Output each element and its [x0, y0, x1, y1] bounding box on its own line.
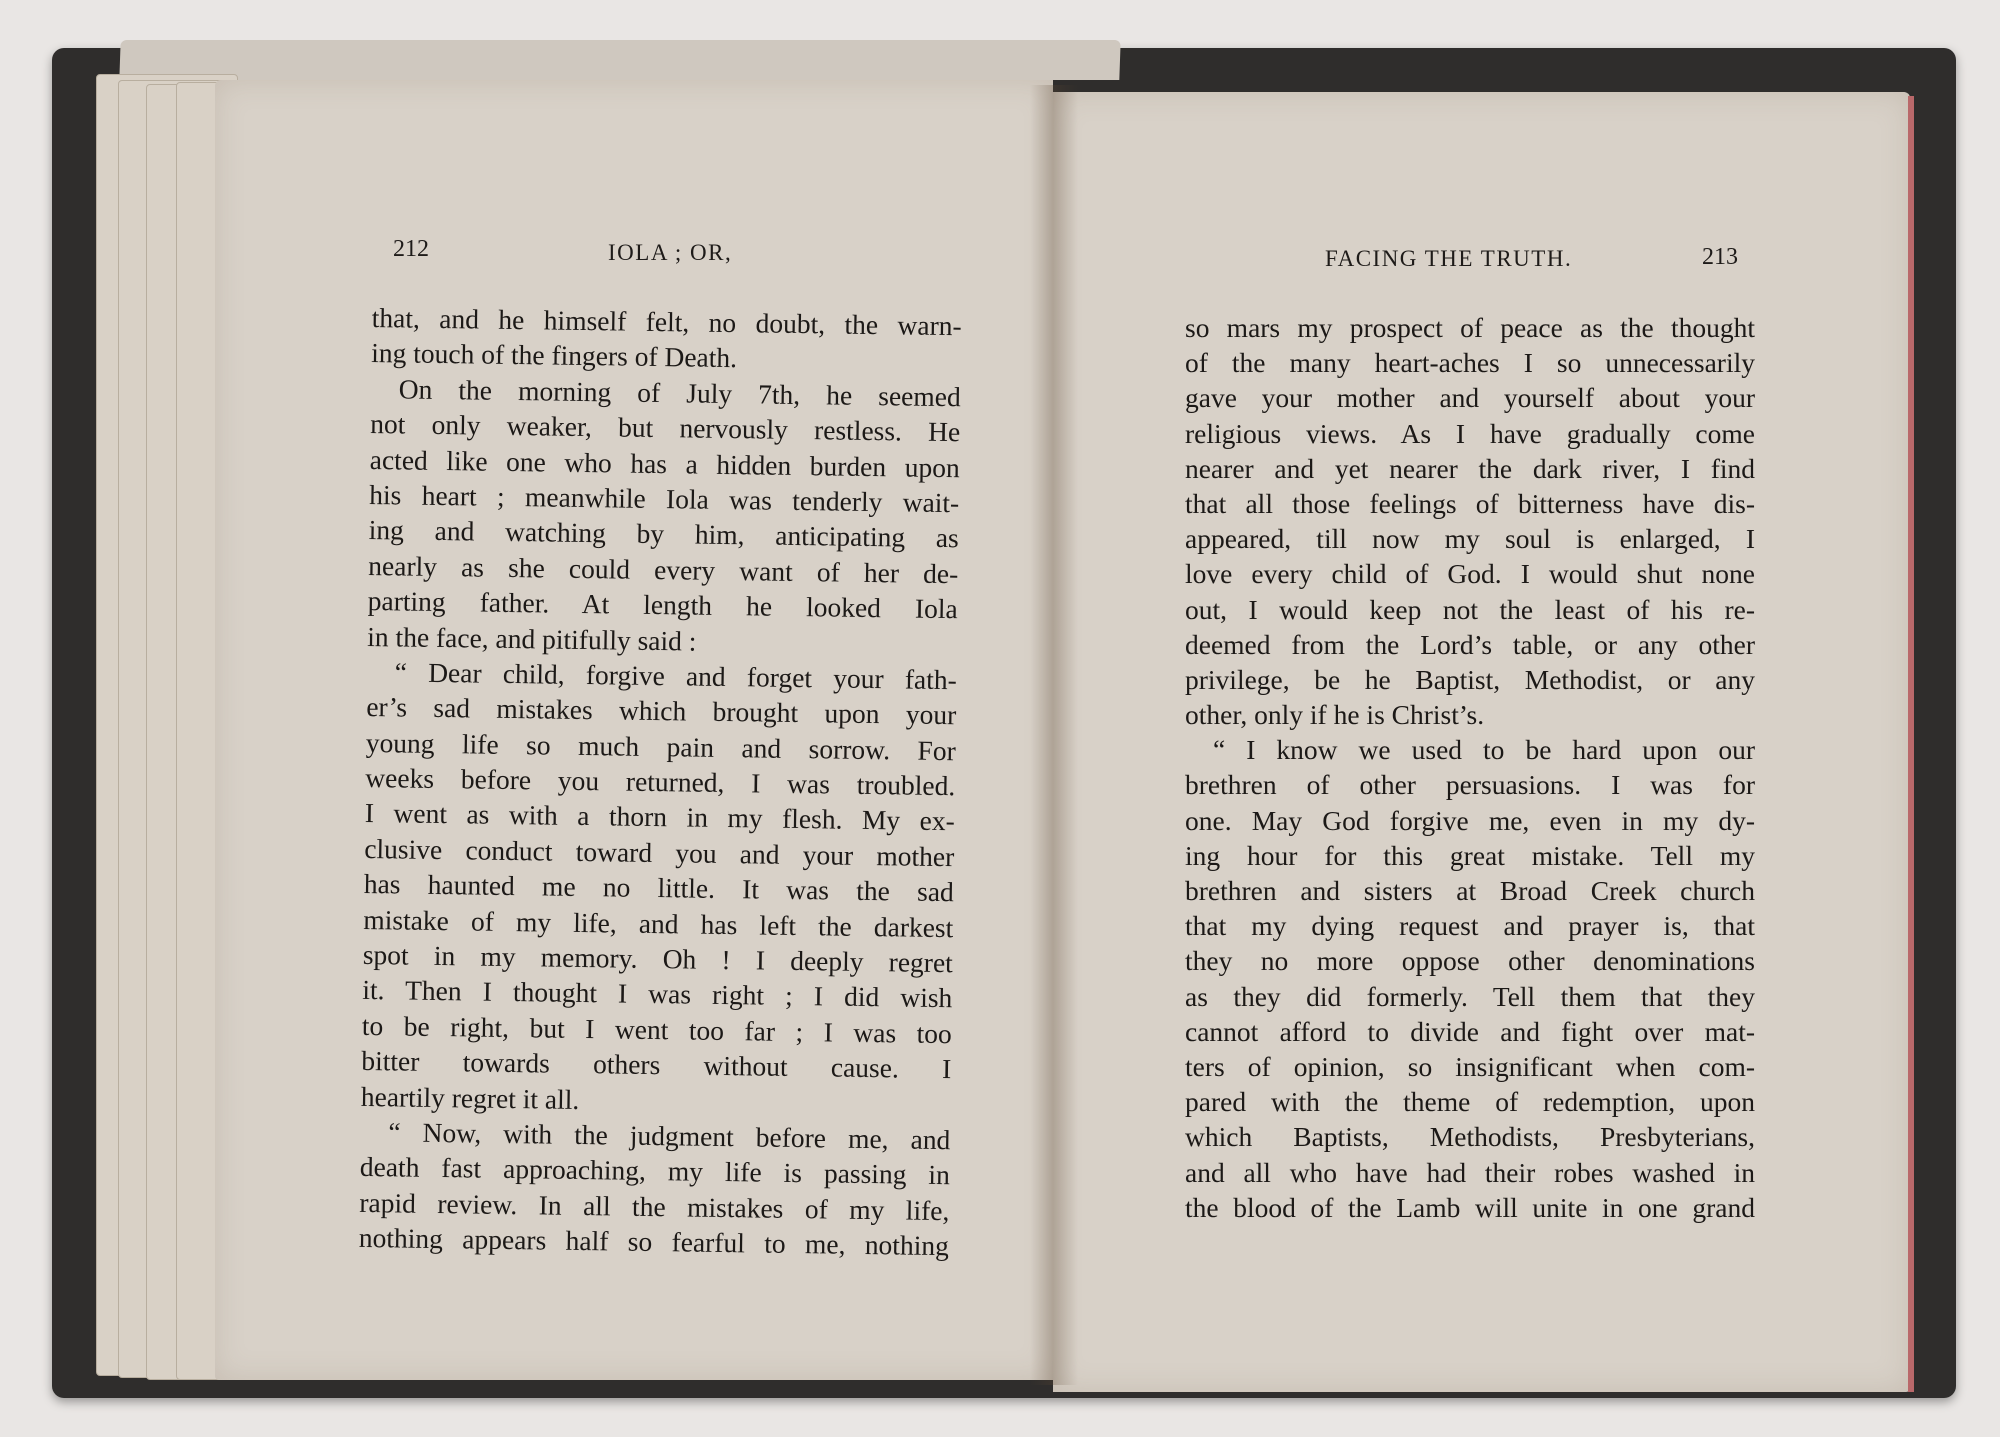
text-line: young life so much pain and sorrow. For	[365, 726, 956, 766]
text-line: “ Dear child, forgive and forget your fath-	[394, 656, 957, 696]
text-line: brethren of other persuasions. I was for	[1185, 769, 1755, 801]
text-line: death fast approaching, my life is passing in	[359, 1151, 951, 1191]
text-line: parting father. At length he looked Iola	[367, 585, 958, 625]
right-page-number: 213	[1702, 244, 1738, 270]
text-line: er’s sad mistakes which brought upon your	[366, 691, 957, 731]
text-line: appeared, till now my soul is enlarged, I	[1185, 523, 1755, 555]
text-line: bitter towards others without cause. I	[361, 1045, 952, 1085]
text-line: On the morning of July 7th, he seemed	[398, 373, 961, 413]
text-line: that all those feelings of bitterness have dis-	[1185, 487, 1755, 519]
text-line: heartily regret it all.	[360, 1080, 580, 1115]
text-line: not only weaker, but nervously restless. He	[370, 408, 961, 448]
text-line: which Baptists, Methodists, Presbyterians,	[1185, 1121, 1755, 1153]
text-line: “ Now, with the judgment before me, and	[388, 1116, 951, 1156]
text-line: that, and he himself felt, no doubt, the warn-	[371, 301, 962, 342]
text-line: acted like one who has a hidden burden upon	[369, 443, 960, 483]
text-line: weeks before you returned, I was troubled.	[365, 762, 956, 802]
right-running-head: FACING THE TRUTH.	[1325, 246, 1573, 271]
right-page-body	[1185, 310, 1755, 1225]
text-line: deemed from the Lord’s table, or any other	[1185, 628, 1755, 660]
text-line: nearly as she could every want of her de-	[368, 549, 959, 589]
text-line: religious views. As I have gradually come	[1185, 417, 1755, 449]
text-line: of the many heart-aches I so unnecessarily	[1185, 347, 1755, 379]
text-line: ing touch of the fingers of Death.	[371, 337, 738, 374]
text-line: in the face, and pitifully said :	[367, 620, 697, 657]
left-page-number: 212	[393, 236, 429, 262]
text-line: that my dying request and prayer is, that	[1185, 910, 1755, 942]
text-line: the blood of the Lamb will unite in one grand	[1185, 1191, 1755, 1223]
page-block-top-edge	[119, 40, 1120, 80]
text-line: ing hour for this great mistake. Tell my	[1185, 839, 1755, 871]
text-line: it. Then I thought I was right ; I did wish	[362, 974, 953, 1014]
text-line: mistake of my life, and has left the darkest	[363, 903, 954, 943]
text-line: other, only if he is Christ’s.	[1185, 699, 1485, 731]
text-line: nothing appears half so fearful to me, nothing	[358, 1222, 950, 1262]
book-gutter	[1030, 85, 1078, 1385]
text-line: has haunted me no little. It was the sad	[363, 868, 955, 908]
left-page-body	[359, 300, 962, 1264]
text-line: gave your mother and yourself about your	[1185, 382, 1755, 414]
text-line: they no more oppose other denominations	[1185, 945, 1755, 977]
text-line: nearer and yet nearer the dark river, I find	[1185, 452, 1755, 484]
text-line: spot in my memory. Oh ! I deeply regret	[362, 938, 954, 979]
text-line: ters of opinion, so insignificant when com-	[1185, 1050, 1755, 1082]
page-edge-stain	[1908, 96, 1914, 1392]
text-line: love every child of God. I would shut none	[1185, 558, 1755, 590]
text-line: clusive conduct toward you and your mother	[364, 832, 955, 873]
text-line: one. May God forgive me, even in my dy-	[1185, 804, 1755, 836]
text-line: his heart ; meanwhile Iola was tenderly wait-	[369, 478, 960, 519]
text-line: rapid review. In all the mistakes of my life,	[359, 1186, 950, 1226]
text-line: pared with the theme of redemption, upon	[1185, 1086, 1755, 1118]
text-line: privilege, be he Baptist, Methodist, or any	[1185, 663, 1755, 695]
text-line: so mars my prospect of peace as the thought	[1185, 312, 1755, 343]
text-line: as they did formerly. Tell them that they	[1185, 980, 1755, 1012]
text-line: ing and watching by him, anticipating as	[368, 514, 959, 554]
text-line: to be right, but I went too far ; I was too	[361, 1009, 953, 1049]
left-running-head: IOLA ; OR,	[608, 240, 733, 265]
text-line: out, I would keep not the least of his re-	[1185, 593, 1755, 625]
text-line: and all who have had their robes washed in	[1185, 1156, 1755, 1188]
text-line: cannot afford to divide and fight over mat-	[1185, 1015, 1755, 1047]
text-line: brethren and sisters at Broad Creek church	[1185, 875, 1755, 906]
text-line: I went as with a thorn in my flesh. My ex-	[364, 797, 955, 837]
text-line: “ I know we used to be hard upon our	[1213, 734, 1755, 766]
